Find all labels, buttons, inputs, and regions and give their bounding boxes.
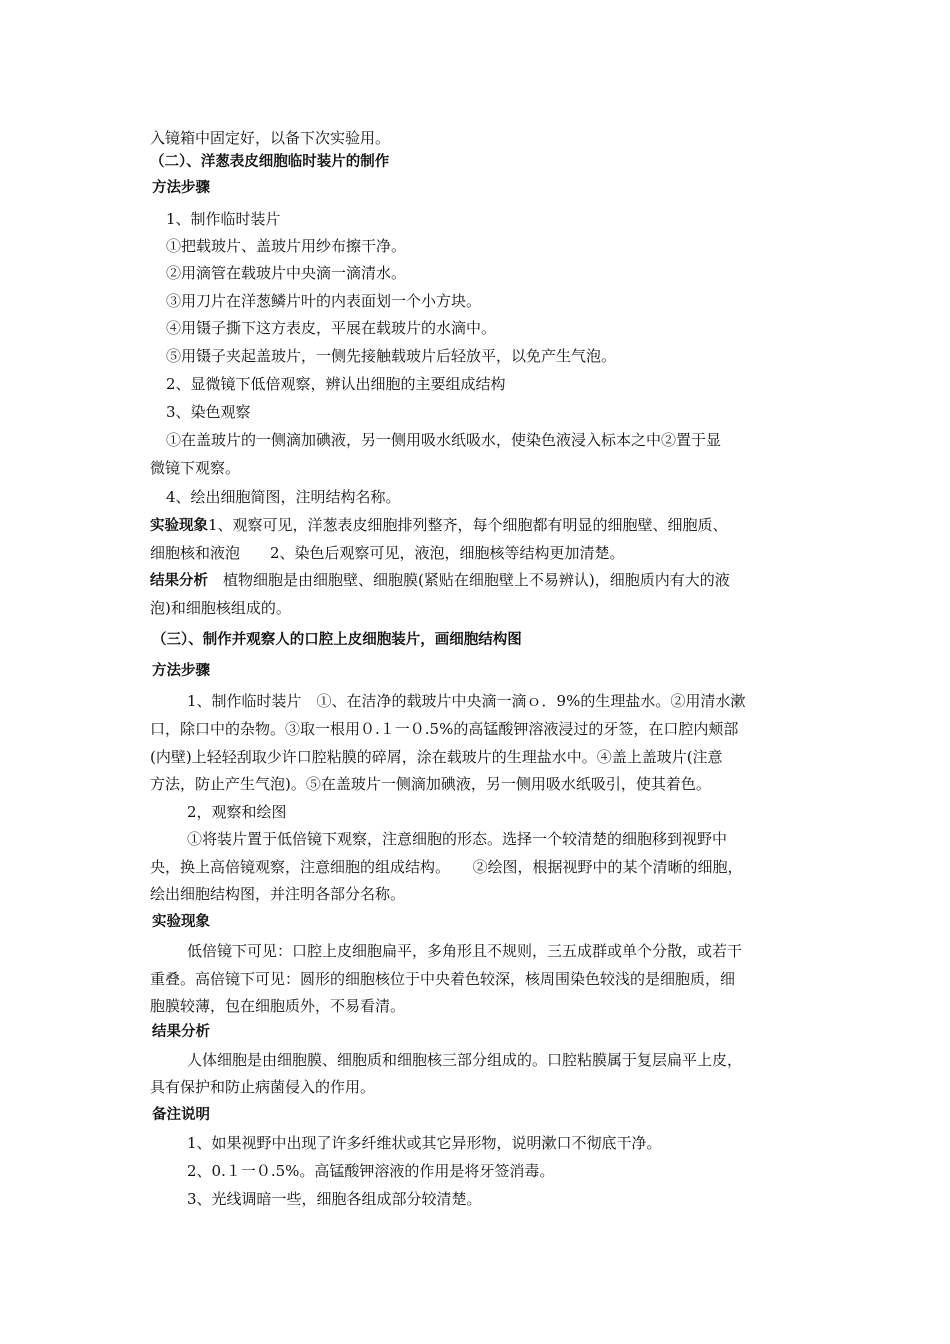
section-3-notes-heading: 备注说明 (152, 1107, 210, 1123)
continuation-line: 入镜箱中固定好，以备下次实验用。 (150, 129, 391, 147)
section-3-phenomenon-heading: 实验现象 (152, 914, 210, 930)
section-3-method-line: (内壁)上轻轻刮取少许口腔粘膜的碎屑，涂在载玻片的生理盐水中。④盖上盖玻片(注意 (150, 748, 723, 766)
section-2-step: 微镜下观察。 (150, 459, 241, 477)
section-2-analysis-label: 结果分析 (150, 573, 208, 589)
section-3-method-line: 口，除口中的杂物。③取一根用０.１一０.5%的高锰酸钾溶液浸过的牙签，在口腔内颊部 (150, 720, 739, 738)
section-3-method-line: ①将装片置于低倍镜下观察，注意细胞的形态。选择一个较清楚的细胞移到视野中 (187, 830, 728, 848)
section-3-note: 2、0.１一０.5%。高锰酸钾溶液的作用是将牙签消毒。 (187, 1162, 555, 1180)
section-3-phenomenon-line: 低倍镜下可见：口腔上皮细胞扁平，多角形且不规则，三五成群或单个分散，或若干 (187, 942, 743, 960)
section-3-method-line: 绘出细胞结构图，并注明各部分名称。 (150, 885, 406, 903)
section-2-analysis-text: 植物细胞是由细胞壁、细胞膜(紧贴在细胞壁上不易辨认)，细胞质内有大的液 (208, 571, 730, 589)
section-3-phenomenon-line: 胞膜较薄，包在细胞质外，不易看清。 (150, 997, 406, 1015)
section-3-method-line: 1、制作临时装片 ①、在洁净的载玻片中央滴一滴ｏ．9%的生理盐水。②用清水漱 (187, 692, 746, 710)
section-3-analysis-heading: 结果分析 (152, 1024, 210, 1040)
section-2-step: 1、制作临时装片 (166, 210, 281, 228)
section-2-phenomenon-text: 1、观察可见，洋葱表皮细胞排列整齐，每个细胞都有明显的细胞壁、细胞质、 (208, 516, 728, 534)
section-3-title: （三）、制作并观察人的口腔上皮细胞装片，画细胞结构图 (152, 632, 522, 648)
section-3-phenomenon-line: 重叠。高倍镜下可见：圆形的细胞核位于中央着色较深，核周围染色较浅的是细胞质，细 (150, 970, 736, 988)
section-2-step: ⑤用镊子夹起盖玻片，一侧先接触载玻片后轻放平，以免产生气泡。 (166, 347, 617, 365)
section-3-method-line: 2，观察和绘图 (187, 803, 287, 821)
section-2-step: 4、绘出细胞简图，注明结构名称。 (166, 488, 401, 506)
section-2-step: ②用滴管在载玻片中央滴一滴清水。 (166, 264, 407, 282)
section-3-method-line: 方法，防止产生气泡)。⑤在盖玻片一侧滴加碘液，另一侧用吸水纸吸引，使其着色。 (150, 775, 711, 793)
section-2-analysis (150, 570, 730, 591)
section-2-analysis-cont: 泡)和细胞核组成的。 (150, 599, 291, 617)
section-3-analysis-line: 人体细胞是由细胞膜、细胞质和细胞核三部分组成的。口腔粘膜属于复层扁平上皮， (187, 1051, 743, 1069)
section-2-phenomenon-cont: 细胞核和液泡 2、染色后观察可见，液泡，细胞核等结构更加清楚。 (150, 544, 625, 562)
section-2-step: ④用镊子撕下这方表皮，平展在载玻片的水滴中。 (166, 319, 497, 337)
section-2-phenomenon (150, 515, 728, 536)
section-2-method-heading: 方法步骤 (152, 180, 210, 196)
section-2-step: ③用刀片在洋葱鳞片叶的内表面划一个小方块。 (166, 292, 482, 310)
section-2-step: 2、显微镜下低倍观察，辨认出细胞的主要组成结构 (166, 375, 506, 393)
section-3-note: 1、如果视野中出现了许多纤维状或其它异形物，说明漱口不彻底干净。 (187, 1134, 662, 1152)
section-2-phenomenon-label: 实验现象 (150, 518, 208, 534)
section-3-note: 3、光线调暗一些，细胞各组成部分较清楚。 (187, 1190, 482, 1208)
section-2-step: ①在盖玻片的一侧滴加碘液，另一侧用吸水纸吸水，使染色液浸入标本之中②置于显 (166, 431, 722, 449)
section-3-method-heading: 方法步骤 (152, 663, 210, 679)
section-2-step: ①把载玻片、盖玻片用纱布擦干净。 (166, 237, 407, 255)
section-2-step: 3、染色观察 (166, 403, 251, 421)
section-3-analysis-line: 具有保护和防止病菌侵入的作用。 (150, 1078, 376, 1096)
section-2-title: （二）、洋葱表皮细胞临时装片的制作 (150, 154, 390, 170)
section-3-method-line: 央，换上高倍镜观察，注意细胞的组成结构。 ②绘图，根据视野中的某个清晰的细胞， (150, 858, 743, 876)
